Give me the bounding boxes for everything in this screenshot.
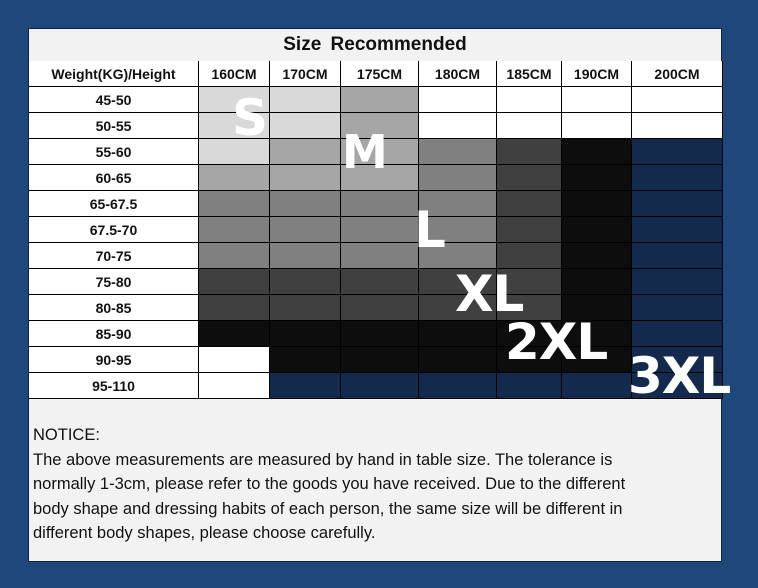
size-cell: [632, 217, 723, 243]
size-chart-panel: [28, 28, 731, 562]
size-cell: [270, 139, 341, 165]
size-cell: [632, 321, 723, 347]
size-cell: [562, 191, 632, 217]
height-header: 180CM: [419, 61, 497, 87]
size-cell: [497, 191, 562, 217]
height-header: 175CM: [341, 61, 419, 87]
size-cell: [497, 217, 562, 243]
weight-row-header: 60-65: [29, 165, 199, 191]
size-cell: [632, 165, 723, 191]
size-cell: [270, 347, 341, 373]
height-header: 190CM: [562, 61, 632, 87]
size-cell: [632, 87, 723, 113]
size-cell: [632, 113, 723, 139]
size-cell: [562, 165, 632, 191]
size-cell: [419, 113, 497, 139]
size-cell: [632, 243, 723, 269]
size-cell: [562, 113, 632, 139]
weight-row-header: 95-110: [29, 373, 199, 399]
size-cell: [270, 165, 341, 191]
weight-row-header: 55-60: [29, 139, 199, 165]
size-cell: [199, 295, 270, 321]
size-cell: [419, 373, 497, 399]
height-header: 185CM: [497, 61, 562, 87]
notice-line-4: different body shapes, please choose carefully.: [33, 524, 376, 542]
size-cell: [562, 243, 632, 269]
size-cell: [419, 321, 497, 347]
size-cell: [341, 217, 419, 243]
size-cell: [419, 347, 497, 373]
size-cell: [270, 373, 341, 399]
size-cell: [632, 269, 723, 295]
size-cell: [270, 87, 341, 113]
size-label-l: L: [414, 201, 445, 259]
chart-title: Size Recommended: [29, 29, 721, 62]
size-cell: [270, 295, 341, 321]
height-header: 170CM: [270, 61, 341, 87]
size-cell: [341, 321, 419, 347]
size-cell: [632, 139, 723, 165]
height-header: 160CM: [199, 61, 270, 87]
size-cell: [341, 295, 419, 321]
size-cell: [199, 165, 270, 191]
corner-header: Weight(KG)/Height: [29, 61, 199, 87]
size-cell: [497, 165, 562, 191]
size-label-2xl: 2XL: [505, 313, 608, 371]
size-cell: [270, 321, 341, 347]
weight-row-header: 65-67.5: [29, 191, 199, 217]
weight-row-header: 70-75: [29, 243, 199, 269]
size-cell: [341, 269, 419, 295]
size-cell: [341, 243, 419, 269]
size-cell: [497, 113, 562, 139]
size-cell: [497, 373, 562, 399]
size-cell: [199, 347, 270, 373]
size-cell: [419, 165, 497, 191]
size-label-xl: XL: [455, 265, 524, 323]
size-cell: [199, 373, 270, 399]
weight-row-header: 90-95: [29, 347, 199, 373]
notice-text: [33, 423, 723, 546]
size-cell: [199, 243, 270, 269]
notice-line-2: normally 1-3cm, please refer to the goods you have received. Due to the different: [33, 475, 626, 493]
weight-row-header: 80-85: [29, 295, 199, 321]
weight-row-header: 45-50: [29, 87, 199, 113]
size-cell: [562, 87, 632, 113]
size-cell: [341, 347, 419, 373]
weight-row-header: 50-55: [29, 113, 199, 139]
size-cell: [341, 191, 419, 217]
weight-row-header: 75-80: [29, 269, 199, 295]
size-cell: [270, 191, 341, 217]
size-cell: [632, 295, 723, 321]
weight-row-header: 67.5-70: [29, 217, 199, 243]
size-cell: [199, 321, 270, 347]
notice-heading: NOTICE:: [33, 426, 100, 444]
size-cell: [632, 191, 723, 217]
weight-row-header: 85-90: [29, 321, 199, 347]
size-cell: [270, 269, 341, 295]
size-label-3xl: 3XL: [628, 347, 731, 405]
size-cell: [341, 373, 419, 399]
size-cell: [419, 139, 497, 165]
size-cell: [341, 87, 419, 113]
size-cell: [562, 269, 632, 295]
size-cell: [497, 139, 562, 165]
size-cell: [199, 217, 270, 243]
size-cell: [562, 217, 632, 243]
size-cell: [199, 191, 270, 217]
notice-line-3: body shape and dressing habits of each person, the same size will be different in: [33, 499, 623, 518]
size-cell: [562, 373, 632, 399]
size-cell: [270, 217, 341, 243]
size-cell: [562, 139, 632, 165]
size-cell: [270, 113, 341, 139]
size-cell: [497, 87, 562, 113]
size-cell: [419, 87, 497, 113]
size-cell: [199, 269, 270, 295]
notice-line-1: The above measurements are measured by hand in table size. The tolerance is: [33, 450, 613, 469]
size-label-m: M: [342, 125, 387, 179]
size-cell: [270, 243, 341, 269]
size-label-s: S: [232, 89, 268, 147]
height-header: 200CM: [632, 61, 723, 87]
